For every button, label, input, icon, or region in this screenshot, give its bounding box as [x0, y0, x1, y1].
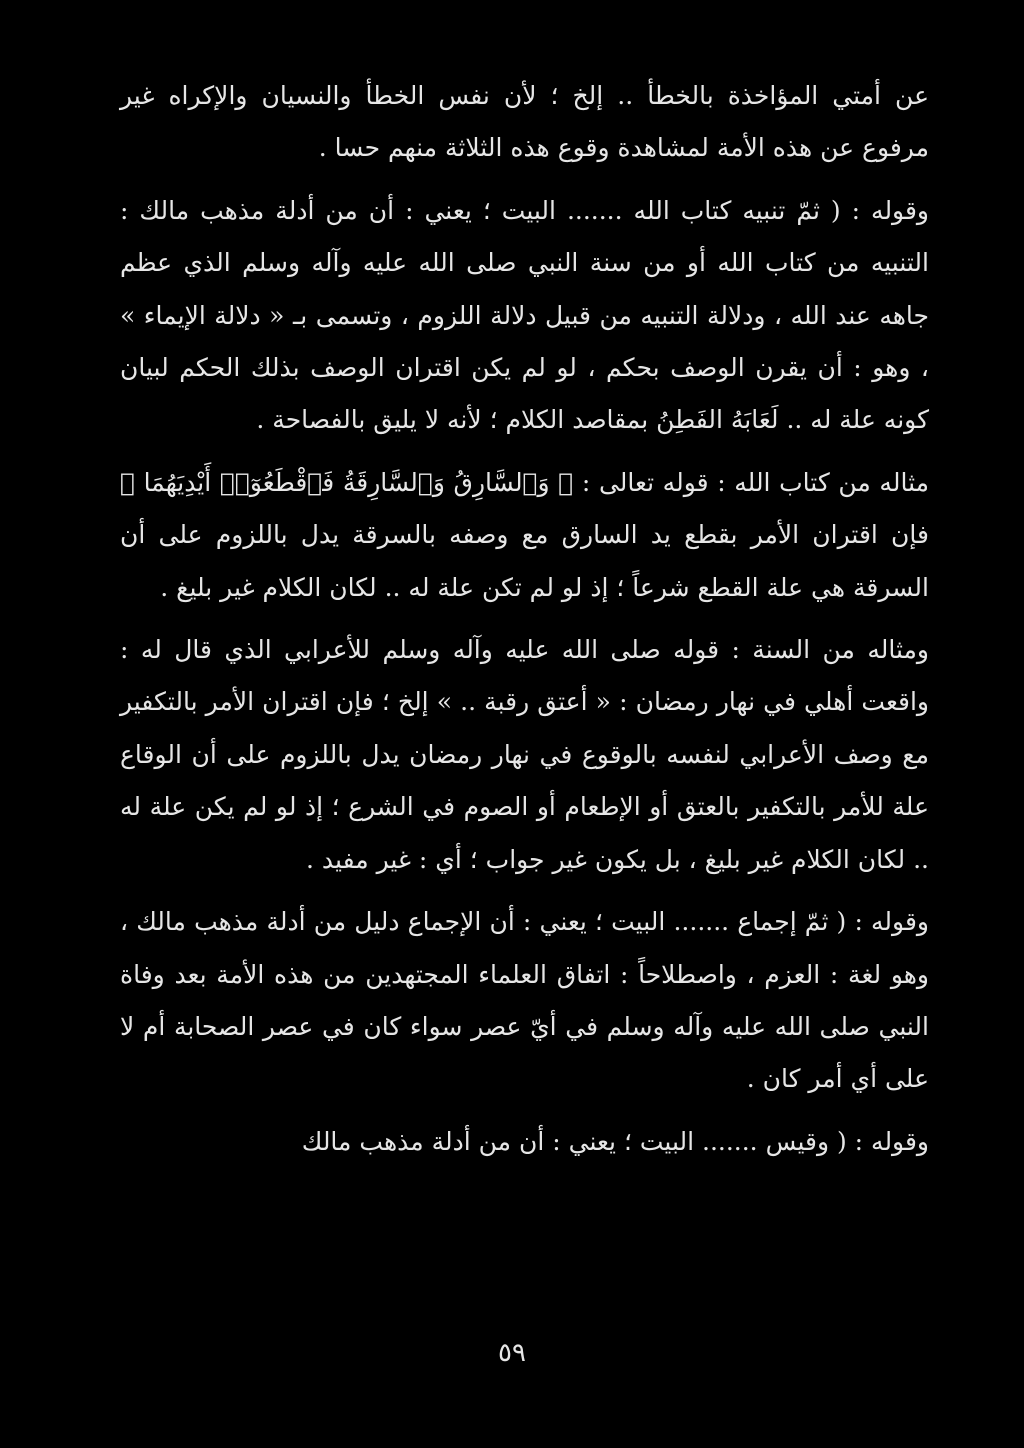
text-body: [120, 70, 929, 1168]
paragraph-3: مثاله من كتاب الله : قوله تعالى : ﴿ وَٱلسَّارِقُ وَٱلسَّارِقَةُ فَٱقْطَعُوٓا۟ أَيْدِيَهُمَا ﴾ فإن اقتران الأمر بقطع يد السارق مع وصفه بالسرقة يدل باللزوم على أن السرقة هي علة القطع شرعاً ؛ إذ لو لم تكن علة له .. لكان الكلام غير بليغ .: [120, 467, 929, 602]
paragraph-1: عن أمتي المؤاخذة بالخطأ .. إلخ ؛ لأن نفس الخطأ والنسيان والإكراه غير مرفوع عن هذه الأمة لمشاهدة وقوع هذه الثلاثة منهم حسا .: [120, 81, 929, 163]
paragraph-6: وقوله : ( وقيس ....... البيت ؛ يعني : أن من أدلة مذهب مالك: [301, 1126, 929, 1156]
paragraph-5: وقوله : ( ثمّ إجماع ....... البيت ؛ يعني : أن الإجماع دليل من أدلة مذهب مالك ، وهو لغة : العزم ، واصطلاحاً : اتفاق العلماء المجتهدين من هذه الأمة بعد وفاة النبي صلى الله عليه وآله وسلم في أيّ عصر سواء كان في عصر الصحابة أم لا على أي أمر كان .: [120, 907, 929, 1094]
page-number: ٥٩: [498, 1338, 526, 1368]
paragraph-4: ومثاله من السنة : قوله صلى الله عليه وآله وسلم للأعرابي الذي قال له : واقعت أهلي في نهار رمضان : « أعتق رقبة .. » إلخ ؛ فإن اقتران الأمر بالتكفير مع وصف الأعرابي لنفسه بالوقوع في نهار رمضان يدل باللزوم على أن الوقاع علة للأمر بالتكفير بالعتق أو الإطعام أو الصوم في الشرع ؛ إذ لو لم يكن علة له .. لكان الكلام غير بليغ ، بل يكون غير جواب ؛ أي : غير مفيد .: [120, 635, 929, 874]
paragraph-2: وقوله : ( ثمّ تنبيه كتاب الله ....... البيت ؛ يعني : أن من أدلة مذهب مالك : التنبيه من كتاب الله أو من سنة النبي صلى الله عليه وآله وسلم الذي عظم جاهه عند الله ، ودلالة التنبيه من قبيل دلالة اللزوم ، وتسمى بـ « دلالة الإيماء » ، وهو : أن يقرن الوصف بحكم ، لو لم يكن اقتران الوصف بذلك الحكم لبيان كونه علة له .. لَعَابَهُ الفَطِنُ بمقاصد الكلام ؛ لأنه لا يليق بالفصاحة .: [120, 195, 929, 435]
